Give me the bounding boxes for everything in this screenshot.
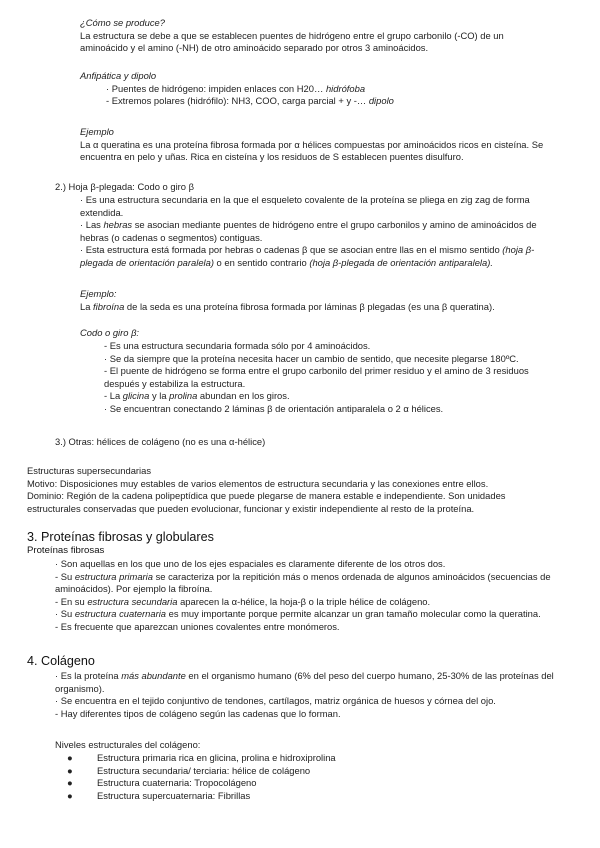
paragraph-motivo: Motivo: Disposiciones muy estables de varios elementos de estructura secundaria y las conexiones entre ellos. bbox=[27, 477, 489, 489]
proteinas-list bbox=[55, 558, 554, 634]
hoja-beta-paragraph-3 bbox=[80, 244, 554, 269]
hoja-beta-paragraph-1: · Es una estructura secundaria en la que el esqueleto covalente de la proteína se pliega en zig zag de forma extendida. bbox=[80, 194, 530, 218]
bullet-icon: ● bbox=[67, 752, 73, 763]
fibroina-b: de la seda es una proteína fibrosa formada por láminas β plegadas (es una β queratina). bbox=[124, 300, 495, 312]
niveles-list bbox=[67, 752, 554, 802]
codo-l4-c: abundan en los giros. bbox=[197, 390, 290, 402]
codo-line-5: · Se encuentran conectando 2 láminas β de orientación antiparalela o 2 α hélices. bbox=[104, 402, 444, 414]
niveles-list-container bbox=[67, 752, 554, 802]
paragraph-ejemplo-fibroina bbox=[80, 301, 554, 314]
anfipatica-line-1-emphasis: hidrófoba bbox=[325, 82, 366, 94]
codo-l4-emphasis-1: glicina bbox=[122, 390, 150, 402]
bullet-icon: ● bbox=[67, 764, 73, 776]
col-l1-emphasis: más abundante bbox=[121, 670, 186, 681]
fibroina-emphasis: fibroína bbox=[93, 300, 125, 312]
anfipatica-line-2-emphasis: dipolo bbox=[368, 95, 394, 107]
heading-codo: Codo o giro β: bbox=[80, 327, 140, 338]
codo-l4-b: y la bbox=[149, 390, 170, 402]
section-supersecundarias bbox=[27, 465, 554, 515]
proteinas-line-1: · Son aquellas en los que uno de los ejes espaciales es claramente diferente de los otros dos. bbox=[55, 558, 446, 569]
hoja-p3-b: o en sentido contrario bbox=[213, 256, 310, 268]
prot-l3-b: aparecen la α-hélice, la hoja-β o la triple hélice de colágeno. bbox=[177, 595, 431, 607]
section-ejemplo bbox=[80, 126, 554, 164]
anfipatica-line-2 bbox=[80, 95, 554, 108]
prot-l3-a: - En su bbox=[55, 595, 88, 607]
anfipatica-line-1 bbox=[80, 83, 554, 96]
list-item bbox=[67, 789, 554, 803]
heading-anfipatica: Anfipática y dipolo bbox=[80, 70, 157, 81]
prot-l3-emphasis: estructura secundaria bbox=[87, 595, 178, 607]
proteinas-line-2 bbox=[55, 571, 554, 596]
prot-l4-a: · Su bbox=[55, 608, 75, 620]
heading-supersecundarias: Estructuras supersecundarias bbox=[27, 465, 152, 476]
list-item bbox=[67, 752, 554, 765]
section-niveles bbox=[55, 739, 554, 752]
prot-l4-emphasis: estructura cuaternaria bbox=[74, 608, 167, 620]
proteinas-line-5: - Es frecuente que aparezcan uniones covalentes entre monómeros. bbox=[55, 620, 340, 632]
paragraph-como-se-produce: La estructura se debe a que se establecen puentes de hidrógeno entre el grupo carbonilo (-CO) de un aminoácido y el amino (-NH) de otro aminoácido separado por otros 3 aminoácidos. bbox=[80, 29, 504, 54]
prot-l4-b: es muy importante porque permite alcanzar un gran tamaño molecular como la queratina. bbox=[166, 608, 541, 620]
section-como-se-produce bbox=[80, 17, 554, 55]
heading-niveles: Niveles estructurales del colágeno: bbox=[55, 739, 201, 750]
hoja-p2-a: · Las bbox=[80, 219, 104, 231]
heading-proteinas: 3. Proteínas fibrosas y globulares bbox=[27, 530, 214, 544]
prot-l2-emphasis: estructura primaria bbox=[74, 570, 153, 582]
section-proteinas bbox=[27, 530, 554, 558]
prot-l2-a: - Su bbox=[55, 570, 75, 582]
codo-line-1: - Es una estructura secundaria formada sólo por 4 aminoácidos. bbox=[104, 340, 371, 351]
heading-ejemplo: Ejemplo bbox=[80, 126, 114, 137]
col-l1-a: · Es la proteína bbox=[55, 670, 122, 681]
bullet-icon: ● bbox=[67, 777, 73, 789]
hoja-beta-paragraph-2 bbox=[80, 219, 554, 244]
hoja-p3-emphasis-2: (hoja β-plegada de orientación antiparalela). bbox=[309, 256, 493, 268]
codo-line-2: · Se da siempre que la proteína necesita hacer un cambio de sentido, que necesite plegarse 180ºC. bbox=[104, 352, 519, 364]
prot-l2-b: se caracteriza por la repitición más o menos ordenada de algunos aminoácidos (secuencias de aminoácidos). Por ejemplo la fibroína. bbox=[55, 570, 551, 595]
nivel-text: Estructura primaria rica en glicina, prolina e hidroxiprolina bbox=[97, 752, 336, 763]
codo-l4-a: - La bbox=[104, 390, 123, 402]
heading-como-se-produce: ¿Cómo se produce? bbox=[80, 17, 165, 28]
hoja-p3-emphasis-1: (hoja β-plegada de orientación paralela) bbox=[80, 244, 535, 268]
col-l1-b: en el organismo humano (6% del peso del cuerpo humano, 25-30% de las proteínas del organismo). bbox=[55, 670, 554, 694]
heading-hoja-beta: 2.) Hoja β-plegada: Codo o giro β bbox=[55, 181, 194, 192]
bullet-icon: ● bbox=[67, 789, 73, 801]
codo-l4-emphasis-2: prolina bbox=[169, 390, 198, 402]
colageno-line-3: - Hay diferentes tipos de colágeno según las cadenas que lo forman. bbox=[55, 707, 341, 719]
codo-line-4 bbox=[104, 390, 554, 403]
paragraph-dominio: Dominio: Región de la cadena polipeptídica que puede plegarse de manera estable e independiente. Son unidades estructurales conservadas que pueden evolucionar, funcionar y existir independiente al resto de la proteína. bbox=[27, 490, 506, 514]
anfipatica-line-2-text: - Extremos polares (hidrófilo): NH3, COO, carga parcial + y -… bbox=[106, 95, 369, 107]
hoja-beta-body bbox=[80, 194, 554, 270]
hoja-p3-a: · Esta estructura está formada por hebras o cadenas β que se asocian entre llas en el mismo sentido bbox=[80, 244, 503, 256]
colageno-line-2: · Se encuentra en el tejido conjuntivo de tendones, cartílagos, matriz orgánica de huesos y córnea del ojo. bbox=[55, 695, 496, 707]
heading-otras: 3.) Otras: hélices de colágeno (no es una α-hélice) bbox=[55, 436, 266, 447]
paragraph-ejemplo: La α queratina es una proteína fibrosa formada por α hélices compuestas por aminoácidos ricos en cisteína. Se encuentra en pelo y uñas. Rica en cisteína y los residuos de S establecen puentes disulfuro. bbox=[80, 138, 544, 163]
proteinas-line-4 bbox=[55, 608, 554, 621]
heading-colageno: 4. Colágeno bbox=[27, 654, 95, 668]
section-otras bbox=[55, 436, 554, 449]
anfipatica-line-1-text: · Puentes de hidrógeno: impiden enlaces con H20… bbox=[106, 82, 326, 94]
section-colageno bbox=[27, 654, 554, 669]
section-ejemplo-fibroina bbox=[80, 288, 554, 313]
hoja-p2-emphasis: hebras bbox=[103, 219, 133, 231]
heading-ejemplo-fibroina: Ejemplo: bbox=[80, 288, 117, 299]
nivel-text: Estructura secundaria/ terciaria: hélice de colágeno bbox=[97, 764, 311, 776]
hoja-p2-b: se asocian mediante puentes de hidrógeno entre el grupo carbonilos y amino de aminoácidos de hebras (o cadenas o segmentos) contiguas. bbox=[80, 219, 537, 243]
section-anfipatica bbox=[80, 70, 554, 108]
colageno-line-1 bbox=[55, 670, 554, 695]
fibroina-a: La bbox=[80, 300, 94, 312]
section-hoja-beta bbox=[55, 181, 554, 194]
proteinas-line-3 bbox=[55, 596, 554, 609]
nivel-text: Estructura supercuaternaria: Fibrillas bbox=[97, 789, 251, 801]
subheading-proteinas-fibrosas: Proteínas fibrosas bbox=[27, 545, 105, 556]
list-item bbox=[67, 764, 554, 778]
colageno-list bbox=[55, 670, 554, 720]
section-codo bbox=[80, 327, 554, 340]
list-item bbox=[67, 777, 554, 790]
codo-line-3: - El puente de hidrógeno se forma entre el grupo carbonilo del primer residuo y el amino de 3 residuos después y estabiliza la estructura. bbox=[104, 365, 529, 389]
codo-list bbox=[104, 340, 554, 416]
nivel-text: Estructura cuaternaria: Tropocolágeno bbox=[97, 777, 257, 789]
